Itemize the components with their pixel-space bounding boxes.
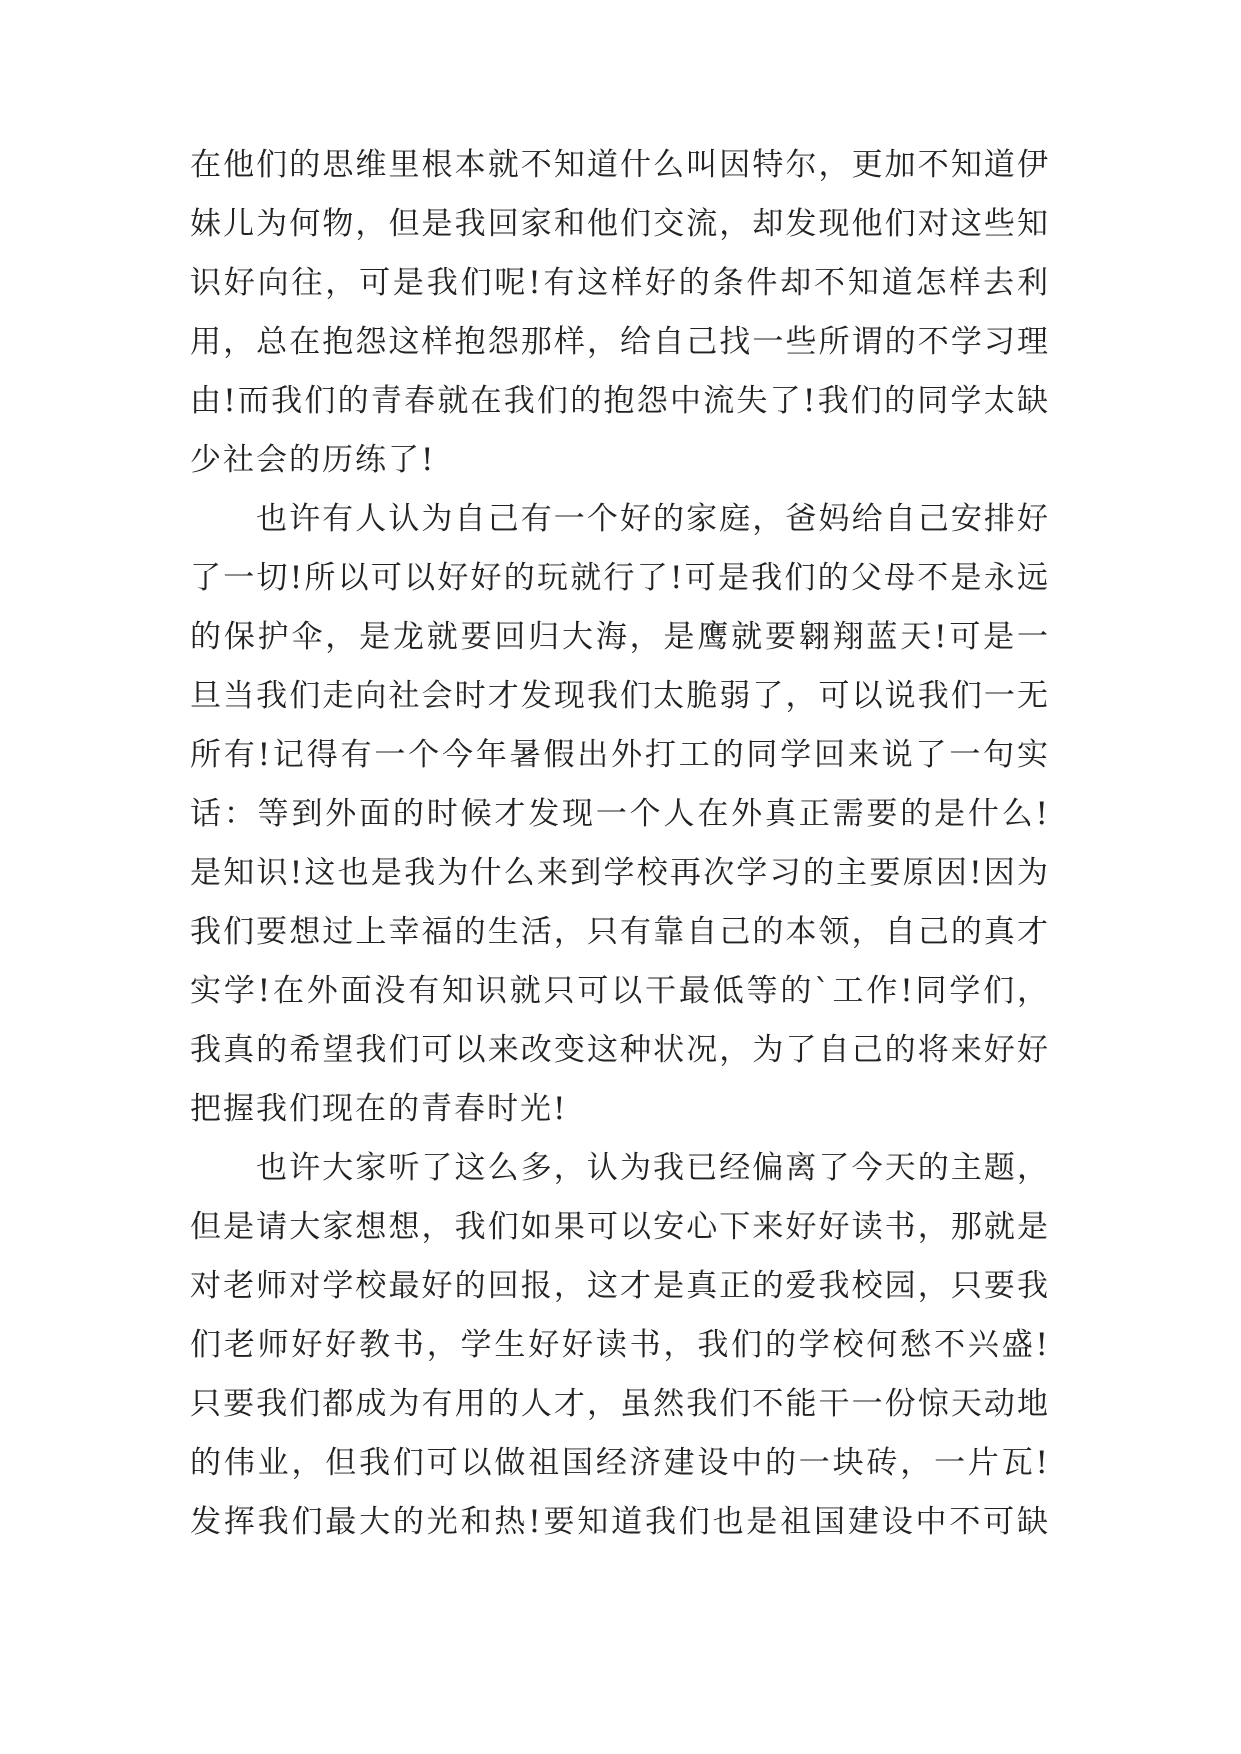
text-line: 只要我们都成为有用的人才，虽然我们不能干一份惊天动地	[190, 1386, 1050, 1422]
text-line: 对老师对学校最好的回报，这才是真正的爱我校园，只要我	[190, 1268, 1050, 1304]
text-line: 的伟业，但我们可以做祖国经济建设中的一块砖，一片瓦!	[190, 1445, 1050, 1481]
text-line: 少社会的历练了!	[190, 442, 436, 478]
text-line: 但是请大家想想，我们如果可以安心下来好好读书，那就是	[190, 1209, 1050, 1245]
text-line: 是知识!这也是我为什么来到学校再次学习的主要原因!因为	[190, 855, 1050, 891]
text-line: 也许有人认为自己有一个好的家庭，爸妈给自己安排好	[256, 501, 1050, 537]
text-line: 们老师好好教书，学生好好读书，我们的学校何愁不兴盛!	[190, 1327, 1050, 1363]
paragraph-3	[190, 1139, 1050, 1552]
text-line: 用，总在抱怨这样抱怨那样，给自己找一些所谓的不学习理	[190, 324, 1050, 360]
text-line: 实学!在外面没有知识就只可以干最低等的`工作!同学们，	[190, 973, 1050, 1009]
text-line: 了一切!所以可以好好的玩就行了!可是我们的父母不是永远	[190, 560, 1050, 596]
document-page	[190, 136, 1050, 1552]
text-line: 我们要想过上幸福的生活，只有靠自己的本领，自己的真才	[190, 914, 1050, 950]
text-line: 我真的希望我们可以来改变这种状况，为了自己的将来好好	[190, 1032, 1050, 1068]
text-line: 的保护伞，是龙就要回归大海，是鹰就要翱翔蓝天!可是一	[190, 619, 1050, 655]
paragraph-1	[190, 136, 1050, 490]
text-line: 识好向往，可是我们呢!有这样好的条件却不知道怎样去利	[190, 265, 1050, 301]
paragraph-2	[190, 490, 1050, 1139]
text-line: 旦当我们走向社会时才发现我们太脆弱了，可以说我们一无	[190, 678, 1050, 714]
text-line: 话：等到外面的时候才发现一个人在外真正需要的是什么!	[190, 796, 1050, 832]
text-line: 妹儿为何物，但是我回家和他们交流，却发现他们对这些知	[190, 206, 1050, 242]
text-line: 也许大家听了这么多，认为我已经偏离了今天的主题，	[256, 1150, 1050, 1186]
text-line: 发挥我们最大的光和热!要知道我们也是祖国建设中不可缺	[190, 1504, 1050, 1540]
text-line: 把握我们现在的青春时光!	[190, 1091, 568, 1127]
text-line: 所有!记得有一个今年暑假出外打工的同学回来说了一句实	[190, 737, 1050, 773]
text-line: 在他们的思维里根本就不知道什么叫因特尔，更加不知道伊	[190, 147, 1050, 183]
text-line: 由!而我们的青春就在我们的抱怨中流失了!我们的同学太缺	[190, 383, 1050, 419]
